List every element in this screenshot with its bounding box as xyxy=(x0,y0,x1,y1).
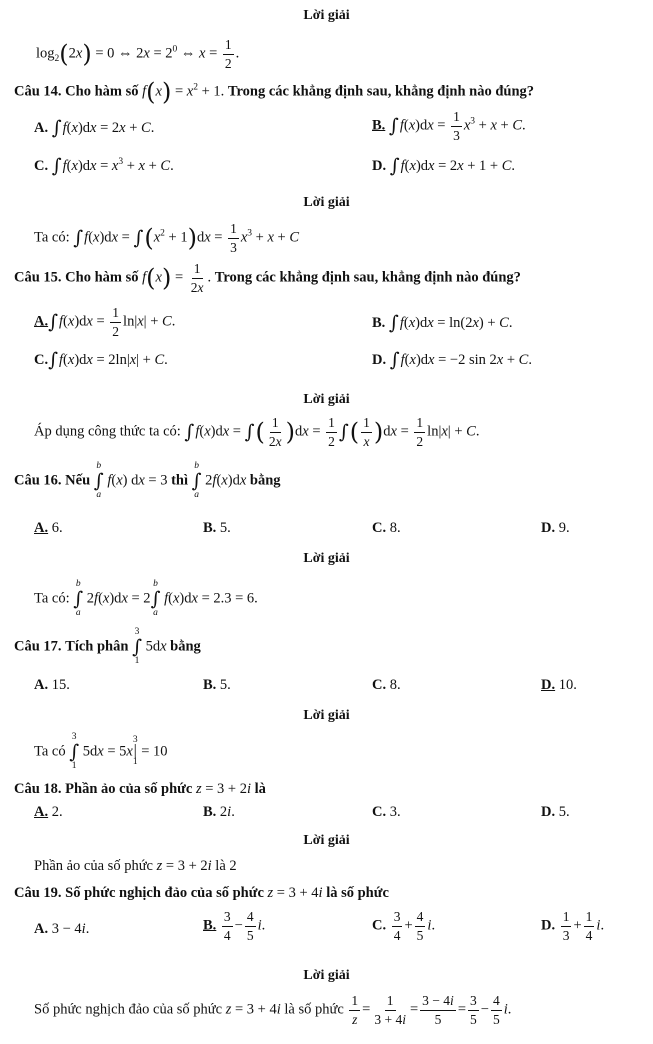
solution-heading: Lời giải xyxy=(303,968,350,983)
q17-solution: Ta có 3 ∫ 1 5dx = 5x 3 | 1 = 10 xyxy=(34,732,168,771)
q19-label: Câu 19. xyxy=(14,885,62,901)
q16-label: Câu 16. xyxy=(14,472,62,489)
q14-label: Câu 14. xyxy=(14,83,62,100)
q16-stem: Câu 16. Nếu b ∫ a f(x) dx = 3 thì b ∫ a 2f(x)dx bằng xyxy=(14,461,281,500)
q17-option-d[interactable]: D. 10. xyxy=(541,677,577,693)
q16-option-b[interactable]: B. 5. xyxy=(203,520,231,536)
q15-label: Câu 15. xyxy=(14,269,62,286)
solution-heading: Lời giải xyxy=(303,708,350,723)
q17-option-c[interactable]: C. 8. xyxy=(372,677,401,693)
q14-solution: Ta có: $\int f(x)dx = \int(x^2 + 1)dx$ = $\frac{1}{3}$ $x^3 + x + C$ xyxy=(34,221,300,255)
solution-heading: Lời giải xyxy=(303,833,350,848)
q18-option-a[interactable]: A. 2. xyxy=(34,804,63,820)
q16-option-a[interactable]: A. 6. xyxy=(34,520,63,536)
q17-stem: Câu 17. Tích phân 3 ∫ 1 5dx bằng xyxy=(14,627,201,666)
q19-option-b[interactable]: B. $\frac{3}{4}$ − $\frac{4}{5}$ i. xyxy=(203,909,266,943)
q15-option-b[interactable]: B. ∫f(x)dx = ln(2x) + C. xyxy=(372,312,513,334)
solution-heading: Lời giải xyxy=(303,551,350,566)
q15-stem: Câu 15. Cho hàm số f(x) = $\frac{1}{2x}$ . Trong các khẳng định sau, khẳng định nào đúng? xyxy=(14,261,521,295)
q16-option-d[interactable]: D. 9. xyxy=(541,520,570,536)
solution-heading: Lời giải xyxy=(303,8,350,23)
q18-option-c[interactable]: C. 3. xyxy=(372,804,401,820)
q15-solution: Áp dụng công thức ta có: ∫f(x)dx = ∫( $\frac{1}{2x}$ )dx = $\frac{1}{2}$ ∫( $\frac{1}{x}$ )dx = $\frac{1}{2}$ ln|x| + C. xyxy=(34,415,480,449)
q17-label: Câu 17. xyxy=(14,638,62,655)
q14-option-a[interactable]: A. ∫f(x)dx = 2x + C. xyxy=(34,117,155,139)
q19-option-a[interactable]: A. 3 − 4i. xyxy=(34,921,90,937)
q19-option-c[interactable]: C. $\frac{3}{4}$ + $\frac{4}{5}$ i. xyxy=(372,909,436,943)
q19-option-d[interactable]: D. $\frac{1}{3}$ + $\frac{1}{4}$ i. xyxy=(541,909,605,943)
q14-option-c[interactable]: C. $\int f(x)dx = x^3 + x + C$. xyxy=(34,155,174,177)
solution-heading: Lời giải xyxy=(303,195,350,210)
q18-option-d[interactable]: D. 5. xyxy=(541,804,570,820)
q14-stem: Câu 14. Cho hàm số $f(x) = x^2 + 1$. Trong các khẳng định sau, khẳng định nào đúng? xyxy=(14,78,535,106)
q16-option-c[interactable]: C. 8. xyxy=(372,520,401,536)
q15-option-d[interactable]: D. ∫f(x)dx = −2 sin 2x + C. xyxy=(372,349,532,371)
solution-heading: Lời giải xyxy=(303,392,350,407)
q18-stem: Câu 18. Phần ảo của số phức z = 3 + 2i là xyxy=(14,781,266,797)
q18-option-b[interactable]: B. 2i. xyxy=(203,804,235,820)
q19-stem: Câu 19. Số phức nghịch đảo của số phức z = 3 + 4i là số phức xyxy=(14,885,389,901)
q15-option-c[interactable]: C.∫f(x)dx = 2ln|x| + C. xyxy=(34,349,168,371)
q14-option-b[interactable]: B. ∫f(x)dx = $\frac{1}{3}$ $x^3 + x + C$. xyxy=(372,109,526,143)
q18-solution: Phần ảo của số phức z = 3 + 2i là 2 xyxy=(34,858,237,874)
q13-solution: $\log_2(2x) = 0$ ⇔ $2x = 2^0$ ⇔ x = $\frac{1}{2}$ . xyxy=(36,37,240,71)
q17-option-b[interactable]: B. 5. xyxy=(203,677,231,693)
q15-option-a[interactable]: A.∫f(x)dx = $\frac{1}{2}$ ln|x| + C. xyxy=(34,305,176,339)
q18-label: Câu 18. xyxy=(14,781,62,797)
q19-solution: Số phức nghịch đảo của số phức z = 3 + 4i là số phức $\frac{1}{z}$ = $\frac{1}{3 + 4i}$ = $\frac{3 - 4i}{5}$ = $\frac{3}{5}$ − $\frac{4}{5}$ i. xyxy=(34,993,512,1027)
q17-option-a[interactable]: A. 15. xyxy=(34,677,70,693)
q16-solution: Ta có: b ∫ a 2f(x)dx = 2 b ∫ a f(x)dx = 2.3 = 6. xyxy=(34,579,258,618)
q14-option-d[interactable]: D. ∫f(x)dx = 2x + 1 + C. xyxy=(372,155,516,177)
